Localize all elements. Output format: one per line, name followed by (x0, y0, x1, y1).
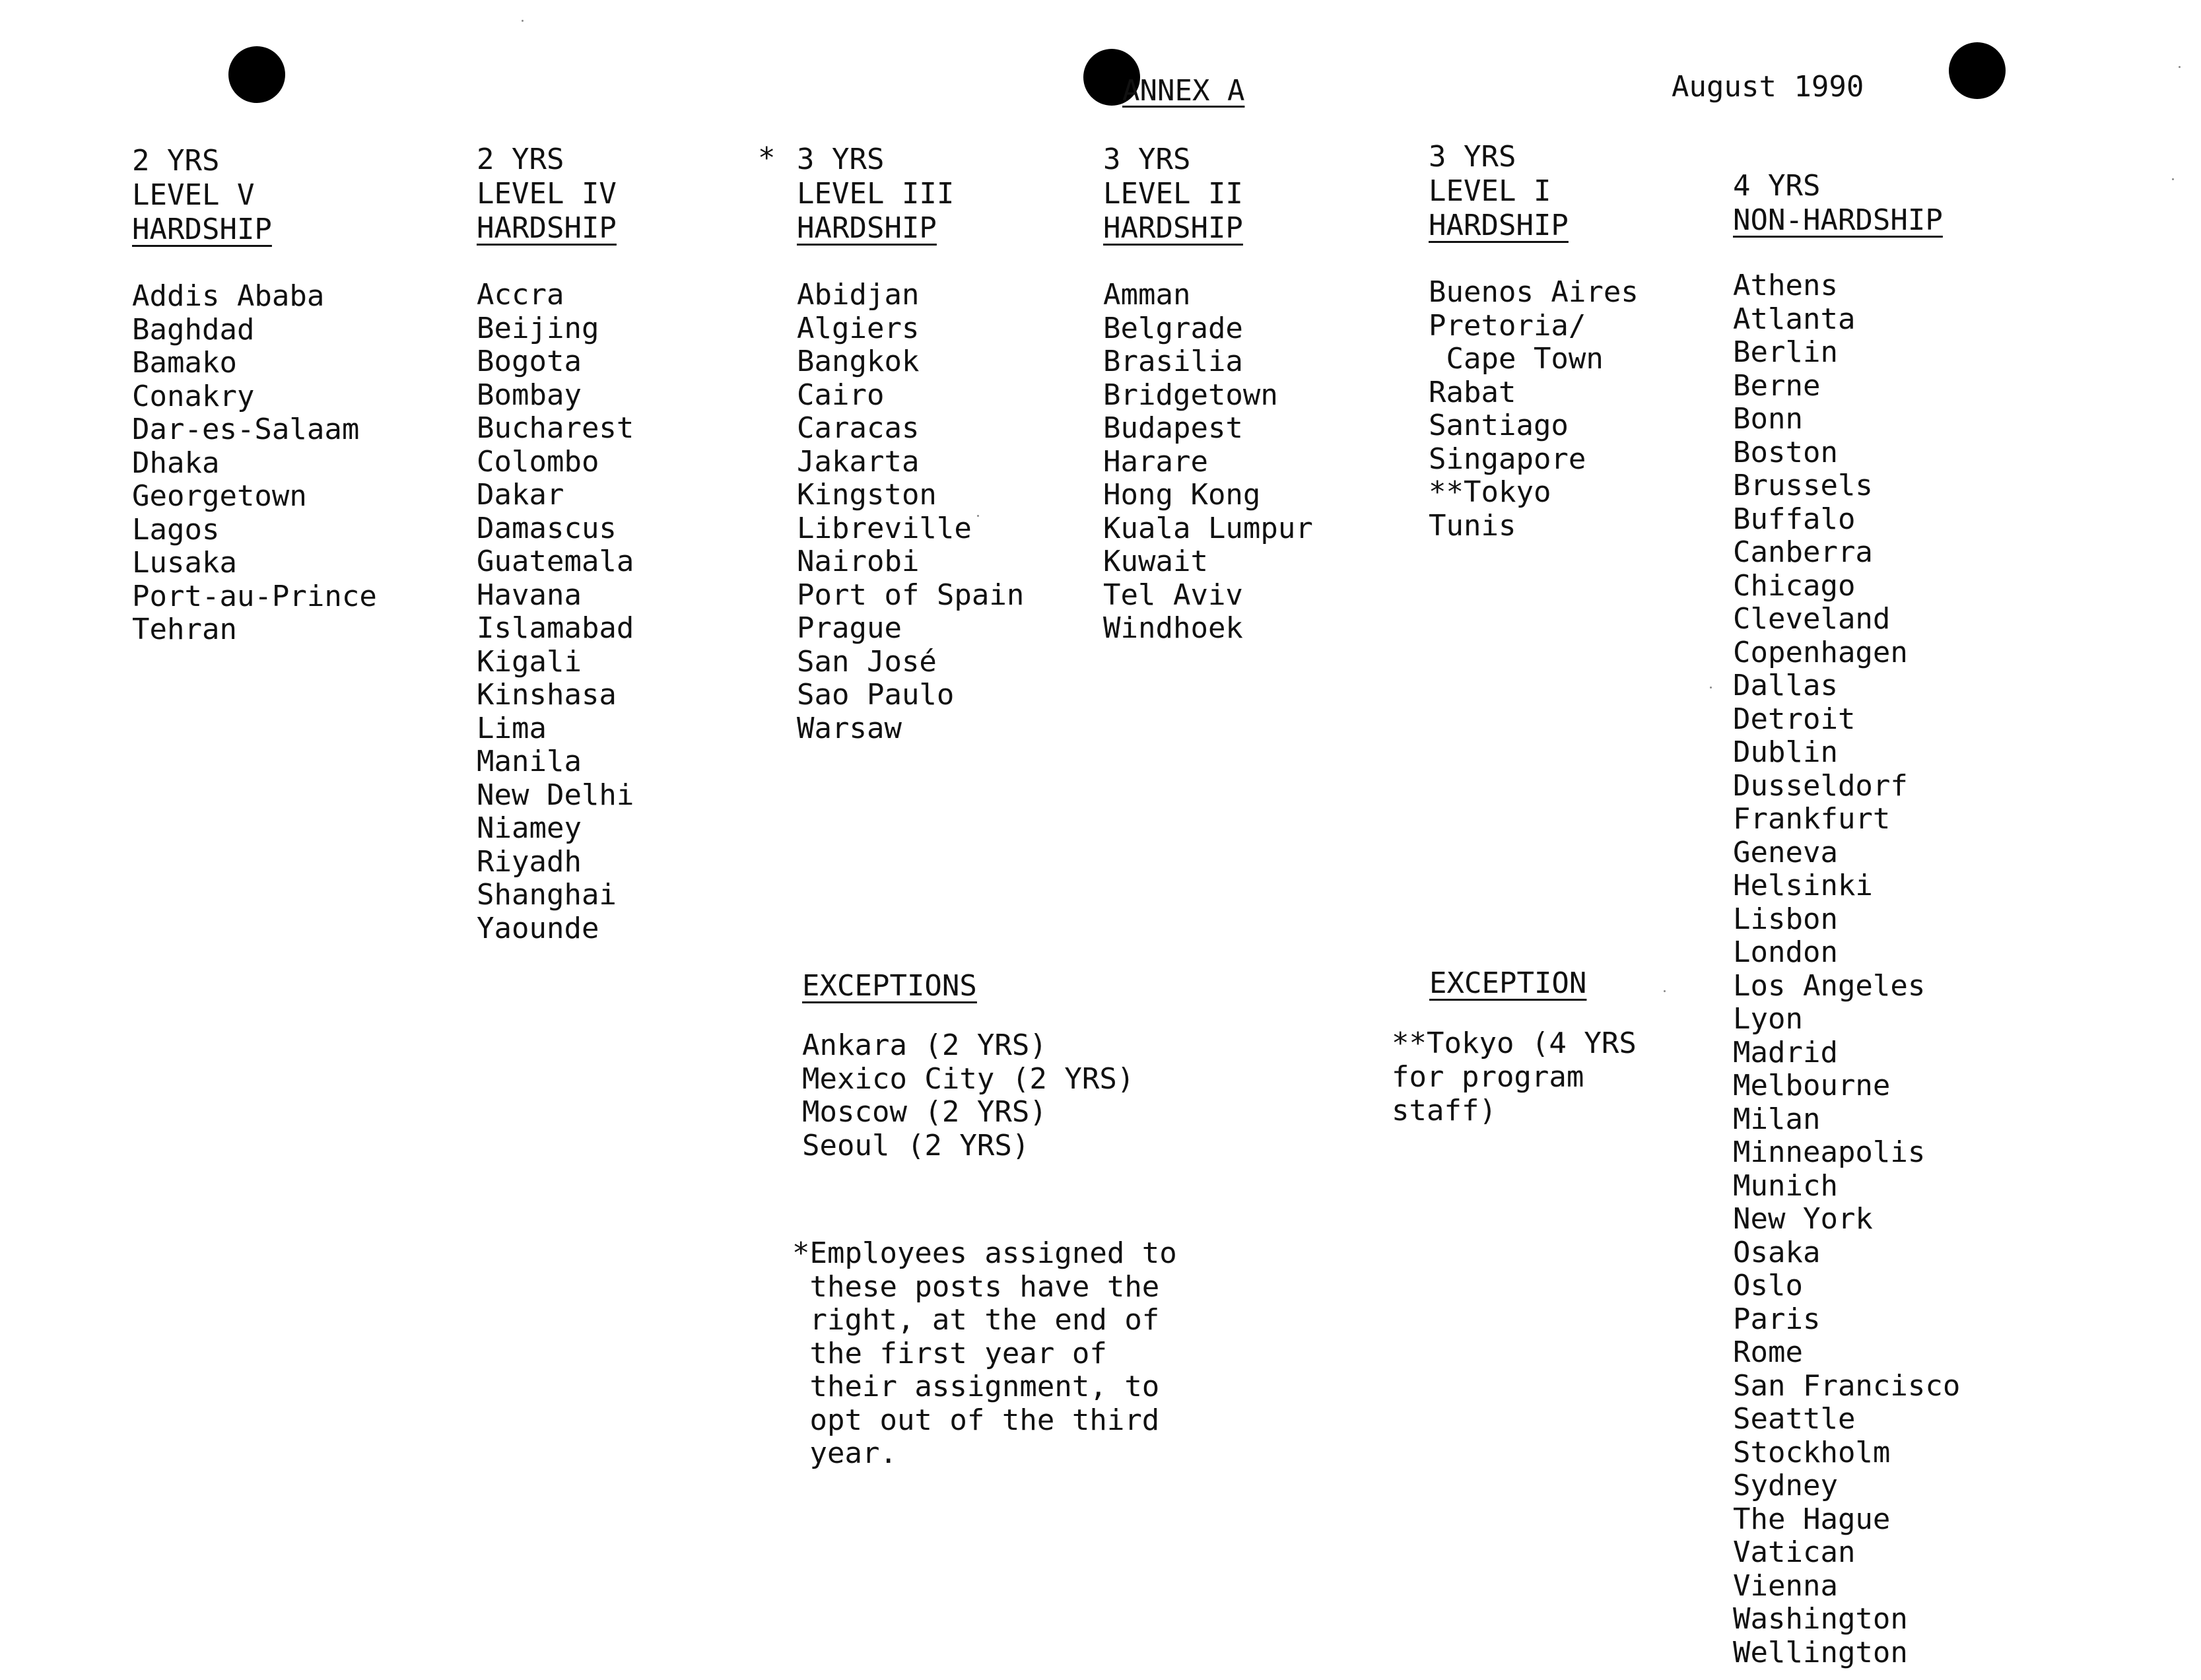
heading-category: HARDSHIP (1429, 209, 1569, 242)
list-item: Nairobi (797, 545, 920, 578)
text-line: *Employees assigned to (792, 1236, 1177, 1270)
list-item: Bridgetown (1103, 378, 1278, 412)
list-item: Georgetown (132, 479, 307, 513)
list-item: Belgrade (1103, 311, 1243, 345)
list-item: Bogota (477, 345, 582, 378)
list-item: The Hague (1733, 1502, 1891, 1536)
list-item: Tehran (132, 613, 237, 646)
column-non-hardship (1733, 169, 1960, 1669)
list-item: Kuwait (1103, 545, 1208, 578)
list-item: Amman (1103, 278, 1191, 312)
heading-level: LEVEL IV (477, 177, 617, 211)
list-item: Colombo (477, 444, 599, 479)
exception-heading: EXCEPTION (1429, 966, 1587, 1000)
list-item: Osaka (1733, 1235, 1821, 1269)
list-item: Cape Town (1429, 342, 1604, 376)
city-list (797, 279, 1024, 745)
exceptions-block (802, 969, 1134, 1162)
exceptions-heading: EXCEPTIONS (802, 969, 977, 1003)
list-item: Los Angeles (1733, 968, 1926, 1003)
list-item: Windhoek (1103, 611, 1243, 645)
list-item: New Delhi (477, 778, 634, 812)
heading-category: HARDSHIP (477, 211, 617, 245)
list-item: **Tokyo (1429, 475, 1551, 509)
list-item: Oslo (1733, 1269, 1803, 1302)
footnote (792, 1237, 1177, 1471)
list-item: Pretoria/ (1429, 308, 1586, 343)
list-item: Canberra (1733, 535, 1873, 569)
list-item: Lima (477, 711, 547, 745)
list-item: Munich (1733, 1168, 1838, 1203)
column-heading (132, 144, 377, 247)
text-line: staff) (1392, 1094, 1497, 1127)
list-item: Tel Aviv (1103, 578, 1243, 612)
list-item: Brasilia (1103, 345, 1243, 378)
heading-years: 2 YRS (477, 143, 564, 176)
list-item: Santiago (1429, 409, 1569, 442)
text-line: **Tokyo (4 YRS (1392, 1026, 1637, 1060)
list-item: Seattle (1733, 1402, 1856, 1436)
list-item: Kigali (477, 644, 582, 679)
list-item: Lisbon (1733, 902, 1838, 936)
heading-category: HARDSHIP (1103, 211, 1243, 245)
list-item: Conakry (132, 379, 255, 413)
column-level-iv (477, 143, 634, 945)
text-line: their assignment, to (792, 1370, 1160, 1403)
city-list (132, 280, 377, 647)
list-item: Bonn (1733, 402, 1803, 436)
list-item: Paris (1733, 1302, 1821, 1336)
list-item: Rabat (1429, 375, 1516, 409)
list-item: Budapest (1103, 411, 1243, 445)
heading-level: LEVEL V (132, 178, 255, 212)
list-item: Detroit (1733, 702, 1856, 736)
scan-speck (522, 20, 524, 22)
list-item: Yaounde (477, 911, 599, 945)
list-item: Manila (477, 745, 582, 778)
column-heading (1103, 143, 1313, 246)
exception-note (1392, 1026, 1637, 1127)
list-item: Accra (477, 278, 564, 312)
list-item: Madrid (1733, 1035, 1838, 1069)
list-item: Vienna (1733, 1568, 1838, 1603)
list-item: Bombay (477, 378, 582, 412)
list-item: New York (1733, 1202, 1873, 1236)
list-item: Singapore (1429, 442, 1586, 476)
list-item: Niamey (477, 811, 582, 845)
list-item: Mexico City (2 YRS) (802, 1061, 1135, 1096)
list-item: Algiers (797, 311, 920, 345)
scan-speck (977, 515, 979, 517)
page-date: August 1990 (1672, 70, 1864, 104)
page-title: ANNEX A (1122, 74, 1245, 108)
heading-years: 3 YRS (1103, 143, 1191, 176)
list-item: Wellington (1733, 1635, 1908, 1669)
city-list (1429, 276, 1639, 543)
list-item: Kingston (797, 478, 937, 512)
city-list (477, 279, 634, 945)
city-list (1103, 279, 1313, 646)
list-item: Beijing (477, 311, 599, 345)
heading-category: HARDSHIP (132, 213, 272, 246)
list-item: Berne (1733, 368, 1821, 403)
list-item: Prague (797, 611, 902, 645)
heading-years: 2 YRS (132, 144, 220, 178)
list-item: Lusaka (132, 546, 237, 580)
column-level-iii (797, 143, 1024, 745)
list-item: Atlanta (1733, 302, 1856, 336)
list-item: Jakarta (797, 444, 920, 479)
list-item: Moscow (2 YRS) (802, 1095, 1047, 1129)
text-line: the first year of (792, 1336, 1107, 1370)
list-item: Abidjan (797, 278, 920, 312)
list-item: Athens (1733, 269, 1838, 302)
scan-speck (2179, 66, 2181, 68)
list-item: Melbourne (1733, 1069, 1891, 1102)
list-item: Havana (477, 578, 582, 612)
list-item: Riyadh (477, 844, 582, 879)
list-item: Dakar (477, 478, 564, 512)
list-item: San José (797, 644, 937, 679)
column-heading (1733, 169, 1960, 238)
scan-speck (2172, 178, 2174, 180)
list-item: Dusseldorf (1733, 768, 1908, 803)
list-item: San Francisco (1733, 1368, 1961, 1403)
asterisk-marker: * (758, 141, 776, 175)
text-line: these posts have the (792, 1269, 1160, 1304)
list-item: Bangkok (797, 345, 920, 378)
list-item: Berlin (1733, 335, 1838, 369)
heading-years: 3 YRS (1429, 140, 1516, 174)
list-item: Kinshasa (477, 678, 617, 712)
list-item: Boston (1733, 435, 1838, 469)
heading-level: LEVEL I (1429, 174, 1551, 208)
list-item: Port-au-Prince (132, 579, 377, 613)
text-line: right, at the end of (792, 1303, 1160, 1337)
heading-years: 3 YRS (797, 143, 885, 176)
heading-level: LEVEL II (1103, 177, 1243, 211)
city-list (1733, 269, 1960, 1669)
list-item: Ankara (2 YRS) (802, 1028, 1047, 1062)
list-item: Dallas (1733, 669, 1838, 702)
heading-category: NON-HARDSHIP (1733, 203, 1943, 237)
text-line: year. (792, 1436, 897, 1470)
punch-hole-left (228, 46, 285, 103)
list-item: Tunis (1429, 508, 1516, 543)
list-item: Port of Spain (797, 578, 1025, 612)
text-line: for program (1392, 1060, 1584, 1094)
list-item: Hong Kong (1103, 478, 1261, 512)
list-item: Seoul (2 YRS) (802, 1128, 1030, 1162)
list-item: Shanghai (477, 878, 617, 912)
list-item: Dublin (1733, 735, 1838, 769)
list-item: Cleveland (1733, 602, 1891, 636)
list-item: Vatican (1733, 1535, 1856, 1569)
list-item: Islamabad (477, 611, 634, 645)
list-item: Lagos (132, 512, 220, 547)
exceptions-list (802, 1029, 1134, 1162)
heading-level: LEVEL III (797, 177, 955, 211)
heading-years: 4 YRS (1733, 169, 1821, 203)
list-item: Guatemala (477, 545, 634, 578)
list-item: Geneva (1733, 835, 1838, 869)
list-item: Buenos Aires (1429, 275, 1639, 309)
list-item: Chicago (1733, 568, 1856, 603)
list-item: Sao Paulo (797, 678, 955, 712)
list-item: Bamako (132, 346, 237, 380)
list-item: Baghdad (132, 312, 255, 347)
scan-speck (1710, 687, 1712, 689)
column-heading (477, 143, 634, 246)
column-heading (1429, 140, 1639, 243)
list-item: Lyon (1733, 1002, 1803, 1036)
list-item: Libreville (797, 511, 972, 545)
list-item: Dhaka (132, 446, 220, 480)
column-level-i (1429, 140, 1639, 543)
list-item: Rome (1733, 1335, 1803, 1369)
list-item: Sydney (1733, 1469, 1838, 1502)
list-item: Harare (1103, 444, 1208, 479)
list-item: Washington (1733, 1602, 1908, 1636)
column-heading (797, 143, 1024, 246)
punch-hole-right (1949, 42, 2006, 99)
list-item: Milan (1733, 1102, 1821, 1136)
column-level-ii (1103, 143, 1313, 646)
list-item: Warsaw (797, 711, 902, 745)
list-item: Brussels (1733, 469, 1873, 502)
exception-block (1392, 966, 1637, 1127)
list-item: Stockholm (1733, 1435, 1891, 1469)
list-item: Dar-es-Salaam (132, 413, 360, 446)
list-item: London (1733, 935, 1838, 969)
list-item: Minneapolis (1733, 1135, 1926, 1169)
text-line: opt out of the third (792, 1403, 1160, 1437)
list-item: Helsinki (1733, 869, 1873, 902)
list-item: Cairo (797, 378, 885, 412)
column-level-v (132, 144, 377, 647)
list-item: Copenhagen (1733, 635, 1908, 669)
list-item: Damascus (477, 511, 617, 545)
list-item: Buffalo (1733, 502, 1856, 536)
list-item: Kuala Lumpur (1103, 511, 1313, 545)
list-item: Bucharest (477, 411, 634, 445)
list-item: Addis Ababa (132, 279, 325, 313)
list-item: Caracas (797, 411, 920, 445)
heading-category: HARDSHIP (797, 211, 937, 245)
scan-speck (1664, 990, 1666, 992)
list-item: Frankfurt (1733, 802, 1891, 836)
